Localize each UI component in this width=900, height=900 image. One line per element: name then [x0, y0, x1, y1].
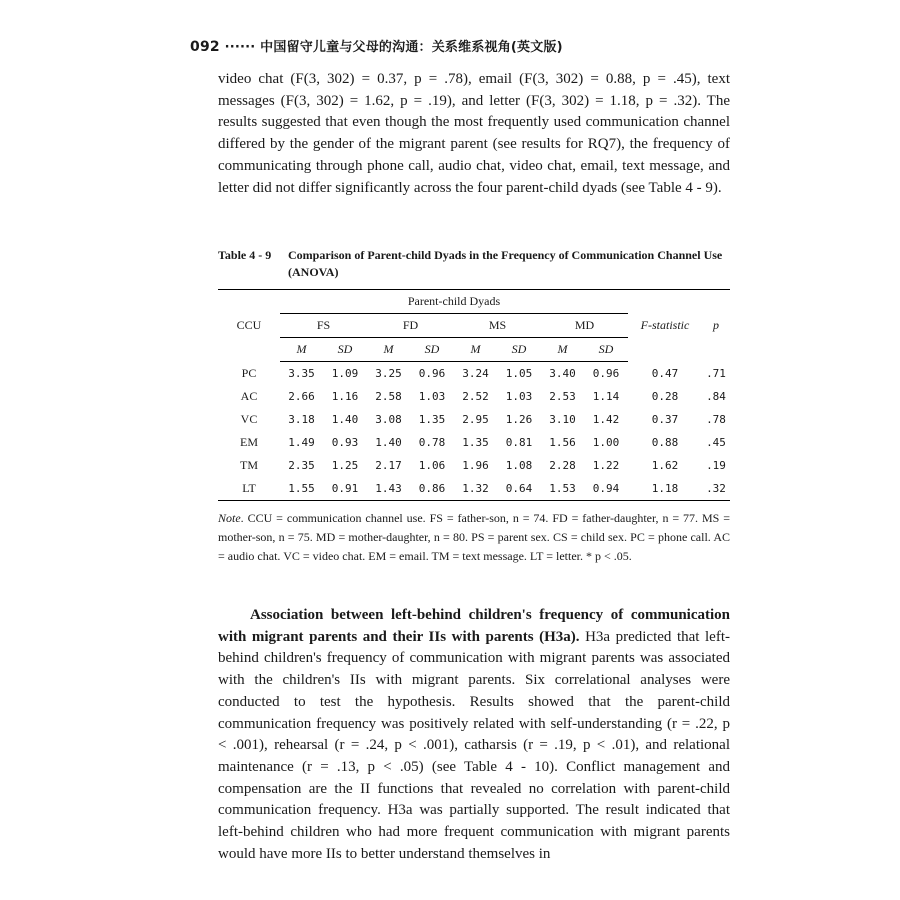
p-cell: .45: [706, 436, 726, 449]
table-cell: 2.53: [549, 390, 576, 403]
table-cell: 1.55: [280, 477, 323, 501]
table-cell: 1.06: [418, 459, 446, 472]
table-cell: 2.66: [288, 390, 315, 403]
table-cell: 1.25: [331, 459, 359, 472]
col-group-fs: FS: [280, 314, 367, 338]
fstat-cell: 0.88: [651, 436, 679, 449]
col-header-sd: SD: [584, 338, 628, 362]
fstat-cell: 0.28: [651, 390, 679, 403]
p-cell: .78: [706, 413, 726, 426]
section-title: Association between left-behind children's frequency of communication with migrant parents and their IIs with parents (H3a).: [218, 607, 730, 645]
table-cell: 1.56: [549, 436, 576, 449]
table-cell: 1.09: [331, 367, 359, 380]
fstat-cell: 0.47: [651, 366, 679, 380]
p-cell: .71: [706, 366, 726, 380]
note-label: Note: [218, 511, 241, 525]
table-cell: 1.53: [541, 477, 584, 501]
table-cell: 1.42: [592, 413, 620, 426]
table-cell: 2.17: [375, 459, 402, 472]
anova-table: [218, 289, 730, 501]
table-cell: 2.28: [549, 459, 576, 472]
table-cell: 0.81: [505, 436, 533, 449]
paragraph-text: video chat (F(3, 302) = 0.37, p = .78), email (F(3, 302) = 0.88, p = .45), text messages (F(3, 302) = 1.62, p = .19), and letter (F(3, 302) = 1.18, p = .32). The results suggested that even though the most frequently used communication channel differed by the gender of the migrant parent (see results for RQ7), the frequency of communicating through phone call, audio chat, video chat, email, text message, and letter did not differ significantly across the four parent-child dyads (see Table 4 - 9).: [218, 71, 730, 196]
table-cell: 1.40: [331, 413, 359, 426]
table-cell: 2.58: [375, 390, 402, 403]
page-number: 092: [190, 39, 220, 55]
table-cell: 1.14: [592, 390, 620, 403]
col-group-title: Parent-child Dyads: [280, 290, 628, 314]
table-cell: 0.91: [323, 477, 367, 501]
fstat-cell: 1.18: [628, 477, 702, 501]
col-group-md: MD: [541, 314, 628, 338]
running-header: [190, 36, 563, 55]
table-cell: 0.93: [331, 436, 359, 449]
p-cell: .19: [706, 459, 726, 472]
col-header-sd: SD: [410, 338, 454, 362]
table-cell: 3.08: [375, 413, 402, 426]
table-cell: 0.96: [418, 367, 446, 380]
table-cell: 1.16: [331, 390, 359, 403]
col-header-fstat: F-statistic: [628, 290, 702, 362]
table-cell: 2.95: [462, 413, 489, 426]
row-label: VC: [240, 412, 258, 426]
table-cell: 1.22: [592, 459, 620, 472]
table-cell: 3.18: [288, 413, 315, 426]
table-cell: 1.05: [505, 367, 533, 380]
p-cell: .84: [706, 390, 726, 403]
row-label: PC: [241, 365, 257, 380]
table-cell: 1.32: [454, 477, 497, 501]
running-header-title: ······ 中国留守儿童与父母的沟通：关系维系视角(英文版): [224, 40, 563, 55]
table-label: Table 4 - 9: [218, 248, 272, 262]
table-row: [218, 477, 730, 501]
paragraph-anova-results: [218, 69, 730, 199]
table-cell: 0.64: [497, 477, 541, 501]
section-h3a: [218, 605, 730, 865]
table-note: [218, 509, 730, 566]
table-cell: 1.43: [367, 477, 410, 501]
table-header-row: [218, 290, 730, 314]
section-paragraph: [218, 605, 730, 865]
table-cell: 0.96: [592, 367, 620, 380]
table-cell: 1.49: [288, 436, 315, 449]
table-cell: 3.24: [462, 367, 489, 380]
table-cell: 0.86: [410, 477, 454, 501]
table-cell: 1.26: [505, 413, 533, 426]
col-group-fd: FD: [367, 314, 454, 338]
table-row: [218, 385, 730, 408]
section-body: H3a predicted that left-behind children's frequency of communication with migrant parents was associated with the children's IIs with migrant parents. Six correlational analyses were conducted to test the hypothesis. Results showed that the parent-child communication frequency was positively related with self-understanding (r = .22, p < .001), rehearsal (r = .24, p < .001), catharsis (r = .19, p < .01), and relational maintenance (r = .13, p < .05) (see Table 4 - 10). Conflict management and compensation are the II functions that revealed no correlation with parent-child communication frequency. H3a was partially supported. The result indicated that left-behind children who had more frequent communication with migrant parents would have more IIs to better understand themselves in: [218, 628, 730, 862]
table-cell: 3.35: [288, 367, 315, 380]
table-cell: 1.00: [592, 436, 620, 449]
row-label: LT: [218, 477, 280, 501]
table-cell: 1.96: [462, 459, 489, 472]
col-header-sd: SD: [323, 338, 367, 362]
fstat-cell: 0.37: [651, 413, 679, 426]
fstat-cell: 1.62: [651, 459, 679, 472]
table-cell: 3.25: [375, 367, 402, 380]
col-header-ccu: CCU: [218, 290, 280, 362]
row-label: AC: [240, 389, 258, 403]
table-row: [218, 408, 730, 431]
table-cell: 0.94: [584, 477, 628, 501]
table-cell: 1.08: [505, 459, 533, 472]
table-cell: 3.10: [549, 413, 576, 426]
table-cell: 2.52: [462, 390, 489, 403]
col-group-ms: MS: [454, 314, 541, 338]
table-cell: 2.35: [288, 459, 315, 472]
table-row: [218, 362, 730, 386]
col-header-m: M: [280, 338, 323, 362]
col-header-m: M: [367, 338, 410, 362]
row-label: TM: [240, 458, 258, 472]
col-header-m: M: [454, 338, 497, 362]
table-caption-text: Comparison of Parent-child Dyads in the Frequency of Communication Channel Use (ANOVA): [288, 248, 723, 279]
table-cell: 0.78: [418, 436, 446, 449]
row-label: EM: [240, 435, 258, 449]
table-cell: 1.35: [462, 436, 489, 449]
col-header-m: M: [541, 338, 584, 362]
table-cell: 1.03: [418, 390, 446, 403]
table-cell: 1.40: [375, 436, 402, 449]
col-header-p: p: [702, 290, 730, 362]
col-header-sd: SD: [497, 338, 541, 362]
table-cell: 1.35: [418, 413, 446, 426]
note-text: . CCU = communication channel use. FS = father-son, n = 74. FD = father-daughter, n = 77. MS = mother-son, n = 75. MD = mother-daughter, n = 80. PS = parent sex. CS = child sex. PC = phone call. AC = audio chat. VC = video chat. EM = email. TM = text message. LT = letter. * p < .05.: [218, 511, 730, 563]
table-row: [218, 431, 730, 454]
table-row: [218, 454, 730, 477]
p-cell: .32: [702, 477, 730, 501]
table-cell: 3.40: [549, 367, 576, 380]
table-cell: 1.03: [505, 390, 533, 403]
